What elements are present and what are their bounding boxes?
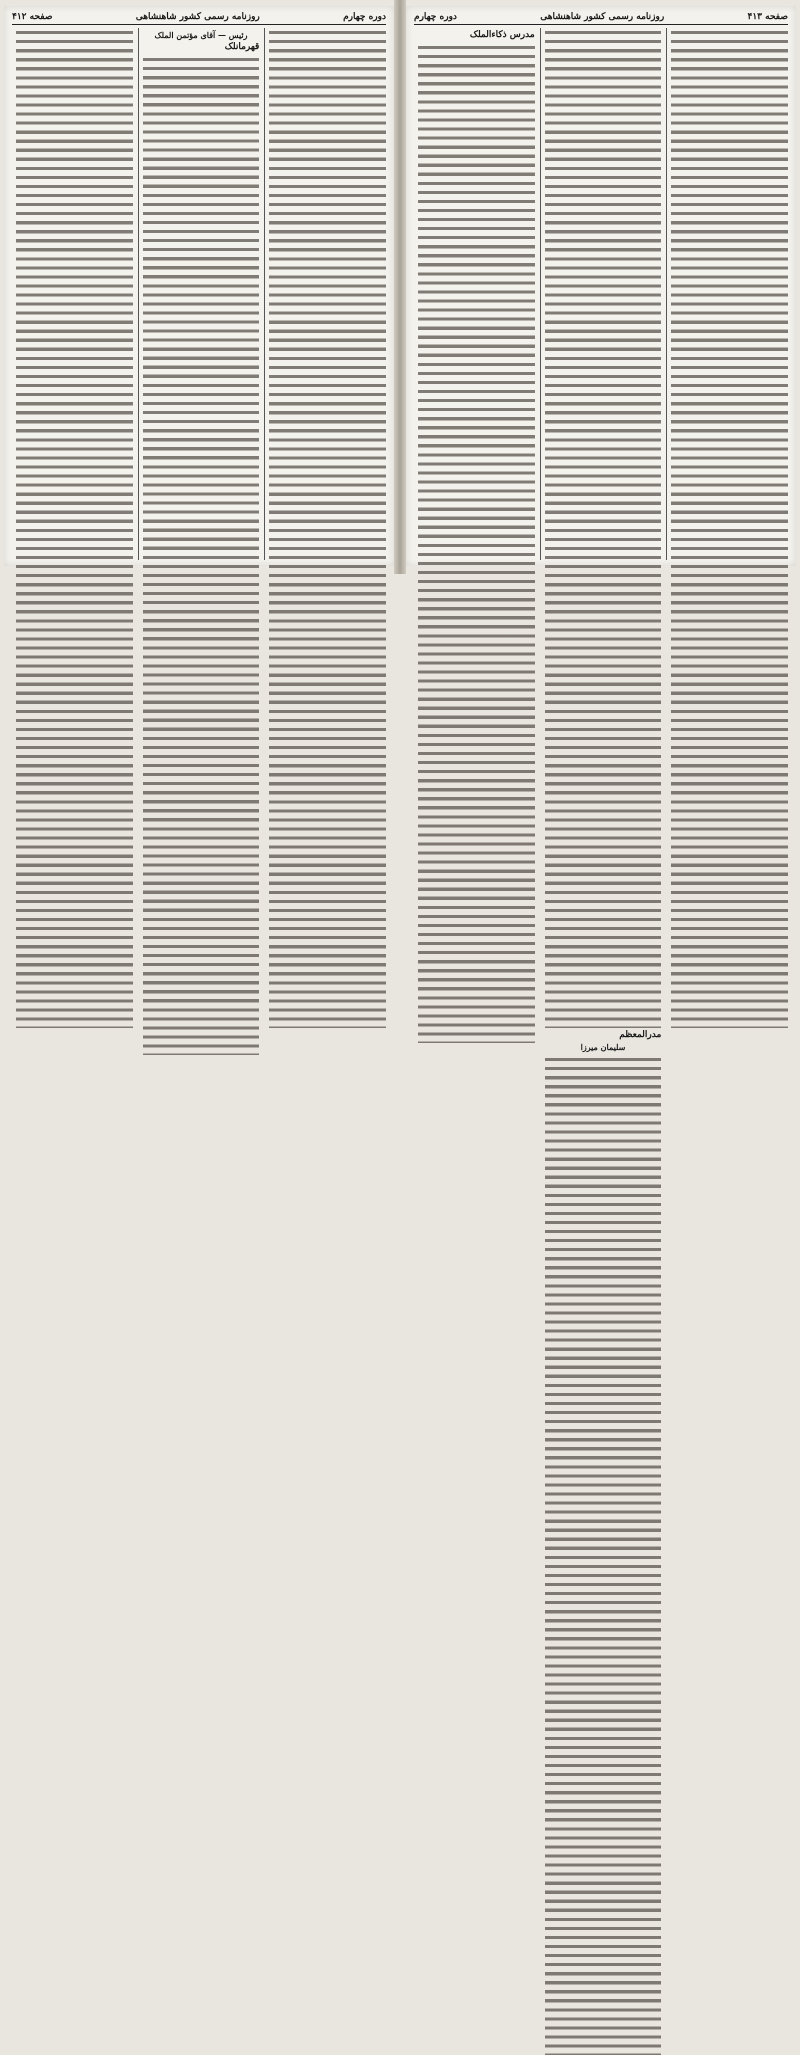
right-col2-text-b — [545, 1055, 662, 2055]
right-column-3 — [414, 28, 535, 560]
right-col3-heading: مدرس ذکاءالملک — [469, 30, 535, 40]
right-column-1 — [666, 28, 788, 560]
right-col2-heading: مدرالمعظم — [619, 1030, 662, 1040]
left-period: دوره چهارم — [343, 12, 386, 22]
left-journal-title: روزنامه رسمی کشور شاهنشاهی — [135, 12, 260, 22]
left-column-2 — [138, 28, 260, 560]
left-column-1 — [264, 28, 386, 560]
binding-gutter — [394, 0, 406, 574]
left-page-number: صفحه ۴۱۲ — [12, 12, 53, 22]
right-column-2 — [540, 28, 662, 1053]
right-columns — [414, 28, 788, 1053]
right-col2-signature: سلیمان میرزا — [580, 1042, 626, 1053]
left-col2-heading: قهرمانلک — [224, 42, 260, 53]
left-column-3 — [12, 28, 133, 560]
left-col2-signature: رئیس — آقای مؤتمن الملک — [154, 30, 248, 40]
left-running-head — [12, 10, 386, 25]
left-columns — [12, 28, 386, 560]
left-col3-text — [16, 28, 133, 1028]
right-journal-title: روزنامه رسمی کشور شاهنشاهی — [540, 12, 665, 22]
right-col3-text — [418, 43, 535, 1043]
right-page-number: صفحه ۴۱۳ — [747, 12, 788, 22]
left-col2-text — [143, 55, 260, 1055]
left-page — [4, 6, 394, 566]
right-running-head — [414, 10, 788, 25]
left-col1-text — [269, 28, 386, 1028]
right-col1-text — [671, 28, 788, 1028]
right-period: دوره چهارم — [414, 12, 457, 22]
right-col2-text-a — [545, 28, 662, 1028]
right-page — [406, 6, 796, 1053]
